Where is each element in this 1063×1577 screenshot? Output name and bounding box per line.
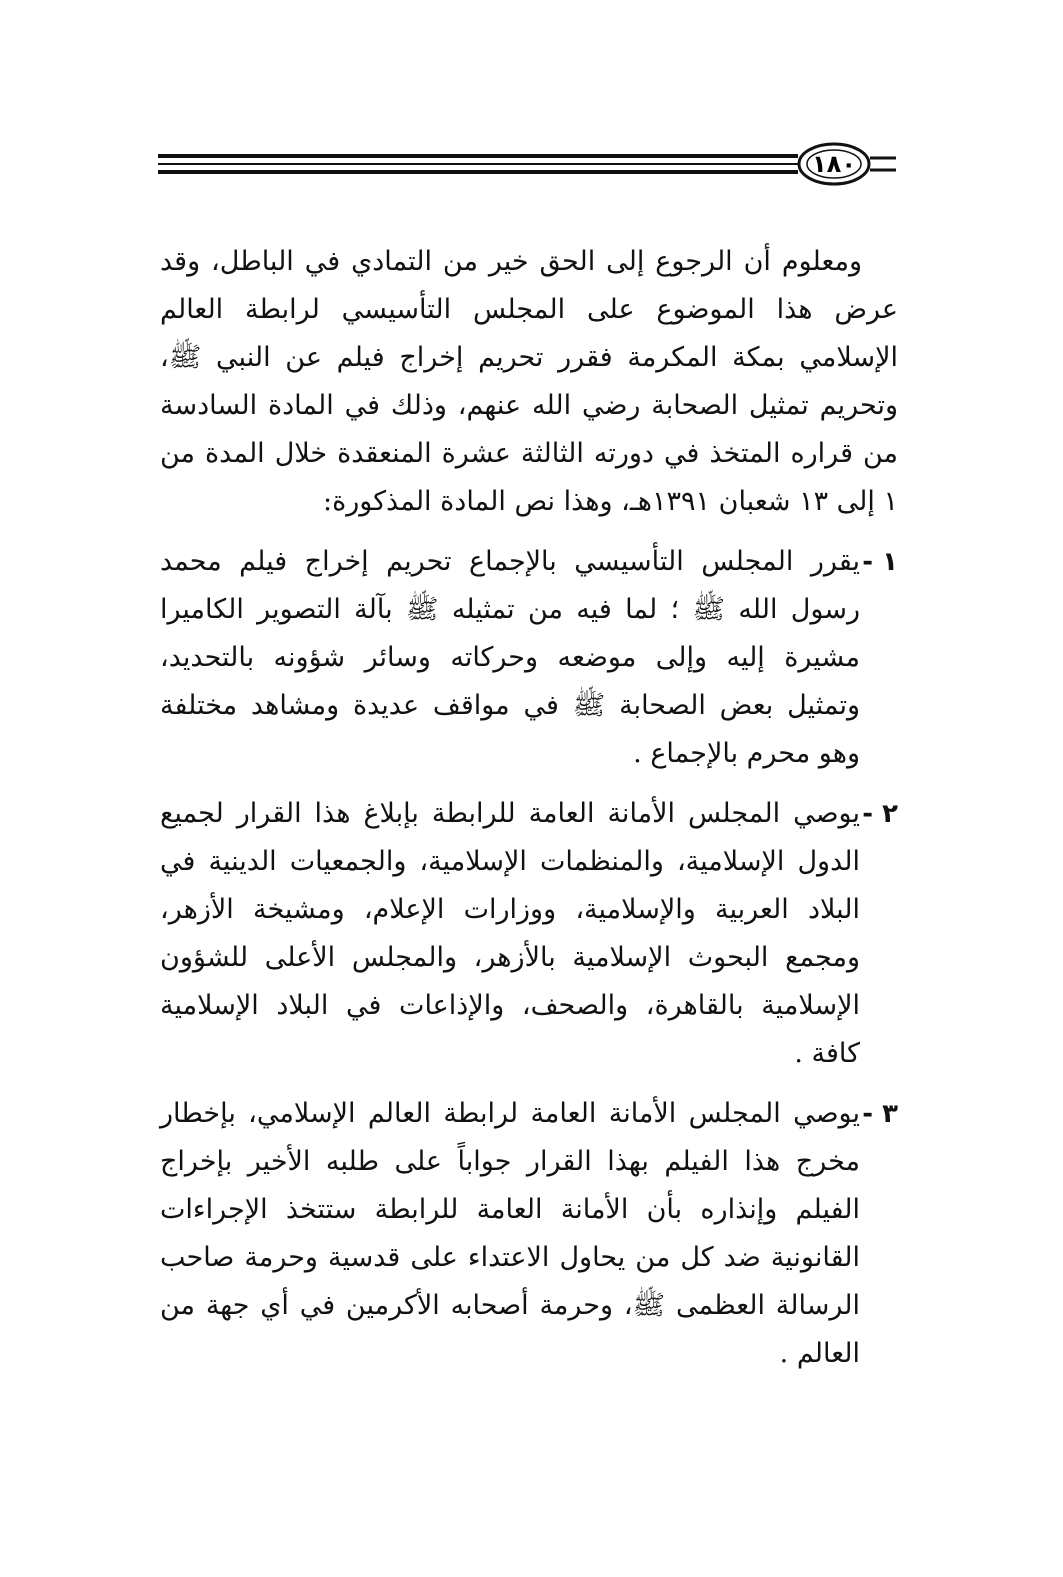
list-item — [160, 790, 898, 1078]
list-item — [160, 538, 898, 778]
list-item-number: ٢ - — [862, 799, 898, 829]
list-item-text: يوصي المجلس الأمانة العامة للرابطة بإبلاغ هذا القرار لجميع الدول الإسلامية، والمنظمات الإسلامية، والجمعيات الدينية في البلاد العربية والإسلامية، ووزارات الإعلام، ومشيخة الأزهر، ومجمع البحوث الإسلامية بالأزهر، والمجلس الأعلى للشؤون الإسلامية بالقاهرة، والصحف، والإذاعات في البلاد الإسلامية كافة . — [160, 798, 860, 1069]
page-body — [160, 238, 898, 1390]
list-item-text: يوصي المجلس الأمانة العامة لرابطة العالم الإسلامي، بإخطار مخرج هذا الفيلم بهذا القرار جواباً على طلبه الأخير بإخراج الفيلم وإنذاره بأن الأمانة العامة للرابطة ستتخذ الإجراءات القانونية ضد كل من يحاول الاعتداء على قدسية وحرمة صاحب الرسالة العظمى ﷺ، وحرمة أصحابه الأكرمين في أي جهة من العالم . — [160, 1098, 860, 1369]
header-ornament — [158, 142, 896, 186]
list-item-text: يقرر المجلس التأسيسي بالإجماع تحريم إخراج فيلم محمد رسول الله ﷺ ؛ لما فيه من تمثيله ﷺ بآلة التصوير الكاميرا مشيرة إليه وإلى موضعه وحركاته وسائر شؤونه بالتحديد، وتمثيل بعض الصحابة ﷺ في مواقف عديدة ومشاهد مختلفة وهو محرم بالإجماع . — [160, 546, 861, 769]
page-number: ١٨٠ — [812, 150, 856, 178]
list-item-number: ١ - — [862, 547, 898, 577]
page-header — [158, 142, 896, 186]
list-item — [160, 1090, 898, 1378]
intro-paragraph: ومعلوم أن الرجوع إلى الحق خير من التمادي في الباطل، وقد عرض هذا الموضوع على المجلس التأسيسي لرابطة العالم الإسلامي بمكة المكرمة فقرر تحريم إخراج فيلم عن النبي ﷺ، وتحريم تمثيل الصحابة رضي الله عنهم، وذلك في المادة السادسة من قراره المتخذ في دورته الثالثة عشرة المنعقدة خلال المدة من ١ إلى ١٣ شعبان ١٣٩١هـ، وهذا نص المادة المذكورة: — [160, 246, 898, 517]
list-item-number: ٣ - — [862, 1099, 898, 1129]
